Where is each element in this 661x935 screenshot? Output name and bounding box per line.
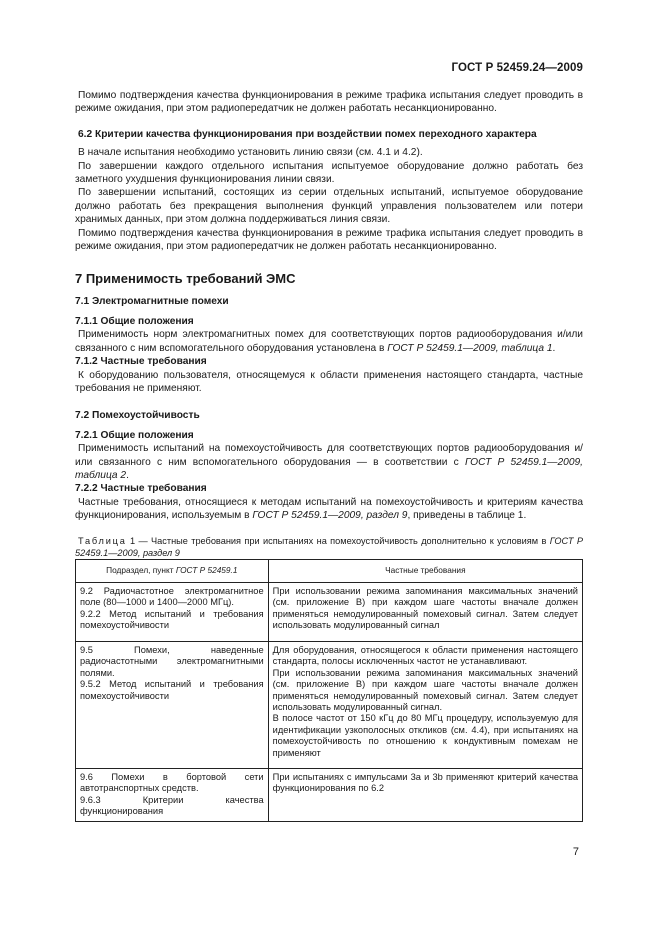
table-row	[76, 582, 583, 641]
table-cell-requirements: При использовании режима запоминания максимальных значений (см. приложение В) при каждом шаге частоты вначале должен применяться немодулированный помеховый сигнал. Затем следует использовать модулированный сигнал	[268, 582, 582, 641]
table-header-subsection: Подраздел, пункт ГОСТ Р 52459.1	[76, 559, 269, 582]
table-cell-subsection: 9.5 Помехи, наведенные радиочастотными электромагнитными полями. 9.5.2 Метод испытаний и требования помехоустойчивости	[76, 641, 269, 768]
section-7-2-2-text: Частные требования, относящиеся к методам испытаний на помехоустойчивость и критериям качества функционирования, используемым в ГОСТ Р 52459.1—2009, раздел 9, приведены в таблице 1.	[75, 496, 583, 522]
table-cell-requirements: Для оборудования, относящегося к области применения настоящего стандарта, полосы исключенных частот не устанавливают. При использовании режима запоминания максимальных значений (см. приложение В) при каждом шаге частоты вначале должен применяться немодулированный помеховый сигнал. Затем следует использовать модулированный сигнал. В полосе частот от 150 кГц до 80 МГц процедуру, используемую для идентификации узкополосных откликов (см. 4.4), при испытаниях на помехоустойчивость по отношению к кондуктивным помехам не применяют	[268, 641, 582, 768]
table-row	[76, 641, 583, 768]
section-7-2-title: 7.2 Помехоустойчивость	[75, 410, 200, 422]
gost-reference: ГОСТ Р 52459.1—2009, раздел 9	[252, 510, 408, 522]
section-7-2-1-text: Применимость испытаний на помехоустойчивость для соответствующих портов радиооборудования и/или связанного с ним вспомогательного оборудования — в соответствии с ГОСТ Р 52459.1—2009, таблица 2.	[75, 443, 583, 481]
section-7-1-title: 7.1 Электромагнитные помехи	[75, 296, 229, 308]
gost-reference: ГОСТ Р 52459.1—2009, таблица 2	[75, 456, 583, 481]
section-7-2-2-title: 7.2.2 Частные требования	[75, 483, 207, 495]
section-7-2-1-title: 7.2.1 Общие положения	[75, 429, 194, 441]
paragraph-standby-1: Помимо подтверждения качества функционирования в режиме трафика испытания следует проводить в режиме ожидания, при этом радиопередатчик не должен работать несанкционированно.	[75, 90, 583, 115]
section-6-2-para-2: По завершении каждого отдельного испытания испытуемое оборудование должно работать без заметного ухудшения функционирования линии связи.	[75, 160, 583, 186]
gost-reference: ГОСТ Р 52459.1—2009, таблица 1	[387, 342, 553, 354]
section-6-2-title: 6.2 Критерии качества функционирования при воздействии помех переходного характера	[78, 128, 537, 140]
table-header-row	[76, 559, 583, 582]
section-7-title: 7 Применимость требований ЭМС	[75, 271, 296, 287]
table-row	[76, 768, 583, 821]
section-6-2-para-1: В начале испытания необходимо установить линию связи (см. 4.1 и 4.2).	[78, 147, 423, 159]
table-cell-subsection: 9.2 Радиочастотное электромагнитное поле (80—1000 и 1400—2000 МГц). 9.2.2 Метод испытаний и требования помехоустойчивости	[76, 582, 269, 641]
standard-header: ГОСТ Р 52459.24—2009	[451, 62, 583, 74]
table-header-requirements: Частные требования	[268, 559, 582, 582]
section-7-1-2-title: 7.1.2 Частные требования	[75, 356, 207, 368]
requirements-table	[75, 559, 583, 822]
section-7-1-1-text: Применимость норм электромагнитных помех для соответствующих портов радиооборудования и/или связанного с ним вспомогательного оборудования установлена в ГОСТ Р 52459.1—2009, таблица 1.	[75, 329, 583, 354]
table-cell-subsection: 9.6 Помехи в бортовой сети автотранспортных средств. 9.6.3 Критерии качества функционирования	[76, 768, 269, 821]
section-6-2-para-4: Помимо подтверждения качества функционирования в режиме трафика испытания следует проводить в режиме ожидания, при этом радиопередатчик не должен работать несанкционированно.	[75, 227, 583, 253]
table-cell-requirements: При испытаниях с импульсами 3а и 3b применяют критерий качества функционирования по 6.2	[268, 768, 582, 821]
section-7-1-1-title: 7.1.1 Общие положения	[75, 315, 194, 327]
document-body	[75, 89, 583, 822]
page-number: 7	[572, 846, 579, 858]
table-caption: Таблица 1 — Частные требования при испытаниях на помехоустойчивость дополнительно к условиям в ГОСТ Р 52459.1—2009, раздел 9	[75, 535, 583, 558]
section-7-1-2-text: К оборудованию пользователя, относящемуся к области применения настоящего стандарта, частные требования не применяют.	[75, 369, 583, 394]
section-6-2-para-3: По завершении испытаний, состоящих из серии отдельных испытаний, испытуемое оборудование должно работать без прекращения выполнения функций управления пользователем или потери хранимых данных, при этом должна поддерживаться линия связи.	[75, 187, 583, 226]
